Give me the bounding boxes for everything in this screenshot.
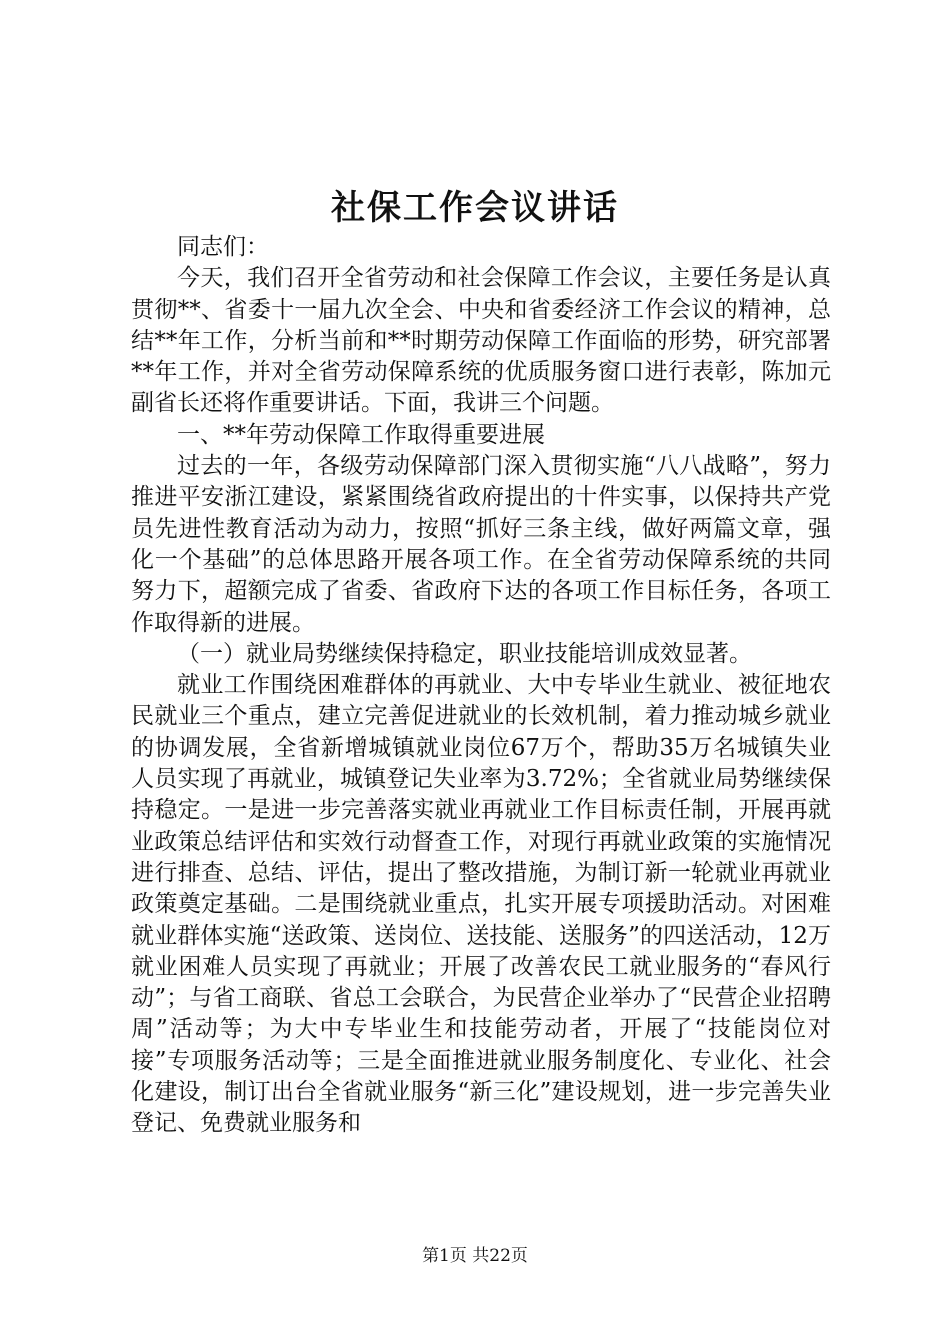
paragraph: 今天，我们召开全省劳动和社会保障工作会议，主要任务是认真贯彻**、省委十一届九次全会、中央和省委经济工作会议的精神，总结**年工作，分析当前和**时期劳动保障工作面临的形势，研究部署**年工作，并对全省劳动保障系统的优质服务窗口进行表彰，陈加元副省长还将作重要讲话。下面，我讲三个问题。	[131, 265, 831, 417]
section-heading: 一、**年劳动保障工作取得重要进展	[177, 421, 545, 448]
subsection-heading: （一）就业局势继续保持稳定，职业技能培训成效显著。	[177, 640, 752, 667]
document-title: 社保工作会议讲话	[331, 188, 619, 228]
page-footer: 第1页 共22页	[422, 1246, 528, 1266]
paragraph: 过去的一年，各级劳动保障部门深入贯彻实施“八八战略”，努力推进平安浙江建设，紧紧围绕省政府提出的十件实事，以保持共产党员先进性教育活动为动力，按照“抓好三条主线，做好两篇文章，强化一个基础”的总体思路开展各项工作。在全省劳动保障系统的共同努力下，超额完成了省委、省政府下达的各项工作目标任务，各项工作取得新的进展。	[131, 453, 831, 636]
paragraph: 就业工作围绕困难群体的再就业、大中专毕业生就业、被征地农民就业三个重点，建立完善促进就业的长效机制，着力推动城乡就业的协调发展，全省新增城镇就业岗位67万个，帮助35万名城镇失业人员实现了再就业，城镇登记失业率为3.72%；全省就业局势继续保持稳定。一是进一步完善落实就业再就业工作目标责任制，开展再就业政策总结评估和实效行动督查工作，对现行再就业政策的实施情况进行排查、总结、评估，提出了整改措施，为制订新一轮就业再就业政策奠定基础。二是围绕就业重点，扎实开展专项援助活动。对困难就业群体实施“送政策、送岗位、送技能、送服务”的四送活动，12万就业困难人员实现了再就业；开展了改善农民工就业服务的“春风行动”；与省工商联、省总工会联合，为民营企业举办了“民营企业招聘周”活动等；为大中专毕业生和技能劳动者，开展了“技能岗位对接”专项服务活动等；三是全面推进就业服务制度化、专业化、社会化建设，制订出台全省就业服务“新三化”建设规划，进一步完善失业登记、免费就业服务和	[131, 672, 831, 1137]
salutation: 同志们：	[177, 234, 269, 260]
document-body	[131, 232, 831, 1140]
